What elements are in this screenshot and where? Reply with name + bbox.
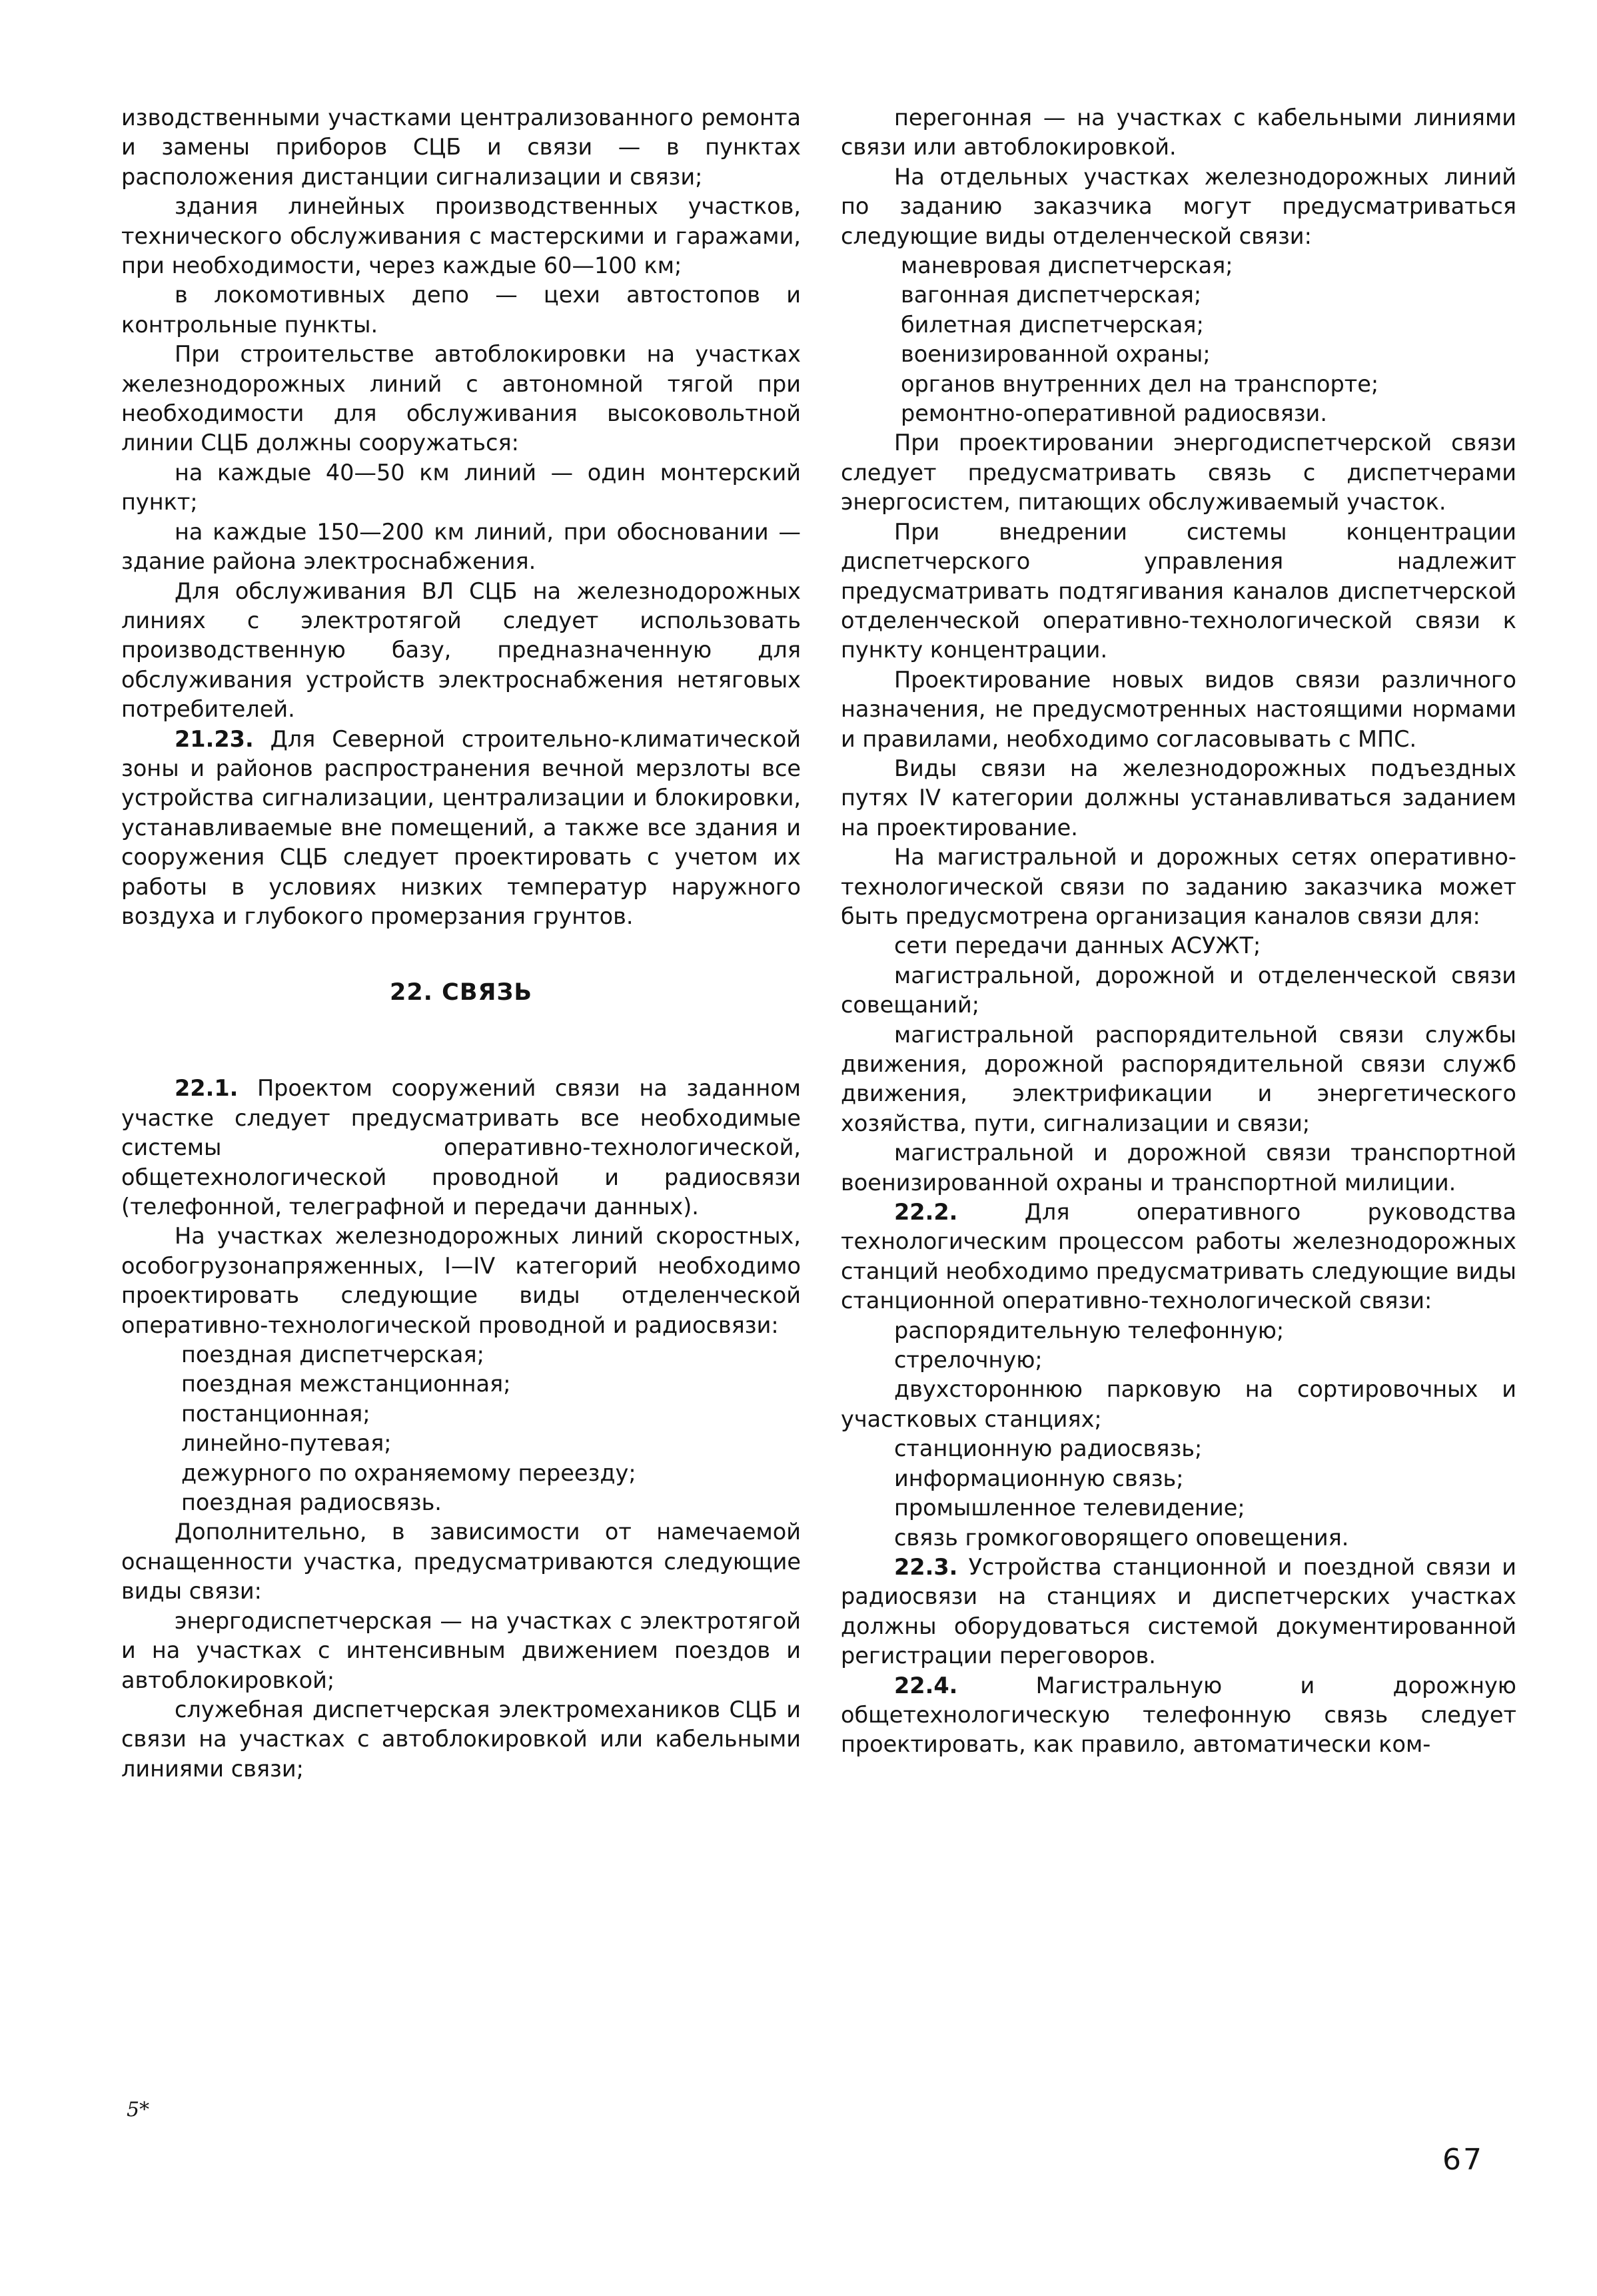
paragraph: Проектирование новых видов связи различного назначения, не предусмотренных настоящими нормами и правилами, необходимо согласовывать с МПС. bbox=[841, 666, 1516, 752]
section-title: 22. СВЯЗЬ bbox=[389, 979, 533, 1006]
list-item: постанционная; bbox=[181, 1400, 370, 1427]
clause-number: 22.3. bbox=[894, 1553, 958, 1580]
paragraph: Для обслуживания ВЛ СЦБ на железнодорожных линиях с электротягой следует использовать производственную базу, предназначенную для обслуживания устройств электроснабжения нетяговых потребителей. bbox=[121, 577, 801, 723]
right-column bbox=[841, 103, 1516, 1760]
clause-22-2 bbox=[841, 1198, 1516, 1316]
clause-21-23 bbox=[121, 725, 801, 932]
list-item: маневровая диспетчерская; bbox=[901, 252, 1233, 279]
clause-number: 22.1. bbox=[175, 1075, 239, 1102]
paragraph: на каждые 40—50 км линий — один монтерский пункт; bbox=[121, 459, 801, 516]
list-item: поездная радиосвязь. bbox=[181, 1489, 442, 1516]
paragraph: При проектировании энергодиспетчерской связи следует предусматривать связь с диспетчерами энергосистем, питающих обслуживаемый участок. bbox=[841, 430, 1516, 516]
list-item: информационную связь; bbox=[894, 1465, 1184, 1491]
paragraph: При внедрении системы концентрации диспетчерского управления надлежит предусматривать подтягивания каналов диспетчерской отделенческой оперативно-технологической связи к пункту концентрации. bbox=[841, 518, 1516, 663]
paragraph: сети передачи данных АСУЖТ; bbox=[894, 933, 1261, 959]
paragraph: магистральной, дорожной и отделенческой связи совещаний; bbox=[841, 962, 1516, 1018]
clause-text: Проектом сооружений связи на заданном участке следует предусматривать все необходимые системы оперативно-технологической, общетехнологической проводной и радиосвязи (телефонной, телеграфной и передачи данных). bbox=[121, 1075, 801, 1220]
clause-number: 22.4. bbox=[894, 1672, 958, 1699]
list-item: ремонтно-оперативной радиосвязи. bbox=[901, 400, 1327, 427]
paragraph: энергодиспетчерская — на участках с электротягой и на участках с интенсивным движением поездов и автоблокировкой; bbox=[121, 1607, 801, 1693]
list-item: двухстороннюю парковую на сортировочных и участковых станциях; bbox=[841, 1376, 1516, 1432]
paragraph: На участках железнодорожных линий скоростных, особогрузонапряженных, I—IV категорий необходимо проектировать следующие виды отделенческой оперативно-технологической проводной и радиосвязи: bbox=[121, 1223, 801, 1338]
list-item: билетная диспетчерская; bbox=[901, 311, 1204, 338]
paragraph: перегонная — на участках с кабельными линиями связи или автоблокировкой. bbox=[841, 105, 1516, 161]
clause-text: Магистральную и дорожную общетехнологическую телефонную связь следует проектировать, как правило, автоматически ком- bbox=[841, 1672, 1516, 1758]
paragraph: служебная диспетчерская электромехаников СЦБ и связи на участках с автоблокировкой или кабельными линиями связи; bbox=[121, 1696, 801, 1782]
paragraph: на каждые 150—200 км линий, при обосновании — здание района электроснабжения. bbox=[121, 518, 801, 575]
clause-text: Устройства станционной и поездной связи и радиосвязи на станциях и диспетчерских участках должны оборудоваться системой документированной регистрации переговоров. bbox=[841, 1553, 1516, 1669]
clause-text: Для оперативного руководства технологическим процессом работы железнодорожных станций необходимо предусматривать следующие виды станционной оперативно-технологической связи: bbox=[841, 1199, 1516, 1314]
left-column bbox=[121, 103, 801, 1784]
list-item: органов внутренних дел на транспорте; bbox=[901, 370, 1379, 397]
clause-22-1 bbox=[121, 1074, 801, 1222]
paragraph: здания линейных производственных участков, технического обслуживания с мастерскими и гаражами, при необходимости, через каждые 60—100 км; bbox=[121, 193, 801, 279]
paragraph: Виды связи на железнодорожных подъездных путях IV категории должны устанавливаться заданием на проектирование. bbox=[841, 755, 1516, 841]
paragraph: магистральной распорядительной связи службы движения, дорожной распорядительной связи служб движения, электрификации и энергетического хозяйства, пути, сигнализации и связи; bbox=[841, 1021, 1516, 1136]
list-item: связь громкоговорящего оповещения. bbox=[894, 1524, 1349, 1551]
paragraph: При строительстве автоблокировки на участках железнодорожных линий с автономной тягой при необходимости для обслуживания высоковольтной линии СЦБ должны сооружаться: bbox=[121, 341, 801, 456]
list-item: вагонная диспетчерская; bbox=[901, 282, 1202, 308]
list-item: дежурного по охраняемому переезду; bbox=[181, 1459, 636, 1486]
paragraph: На отдельных участках железнодорожных линий по заданию заказчика могут предусматриваться следующие виды отделенческой связи: bbox=[841, 163, 1516, 249]
list-item: поездная диспетчерская; bbox=[181, 1341, 484, 1368]
list-item: станционную радиосвязь; bbox=[894, 1435, 1203, 1462]
list-item: поездная межстанционная; bbox=[181, 1371, 511, 1397]
paragraph: Дополнительно, в зависимости от намечаемой оснащенности участка, предусматриваются следующие виды связи: bbox=[121, 1519, 801, 1605]
clause-22-3 bbox=[841, 1553, 1516, 1671]
clause-text: Для Северной строительно-климатической зоны и районов распространения вечной мерзлоты все устройства сигнализации, централизации и блокировки, устанавливаемые вне помещений, а также все здания и сооружения СЦБ следует проектировать с учетом их работы в условиях низких температур наружного воздуха и глубокого промерзания грунтов. bbox=[121, 725, 801, 929]
list-item: линейно-путевая; bbox=[181, 1430, 392, 1457]
paragraph: изводственными участками централизованного ремонта и замены приборов СЦБ и связи — в пунктах расположения дистанции сигнализации и связи; bbox=[121, 105, 801, 190]
list-item: военизированной охраны; bbox=[901, 341, 1211, 368]
paragraph: магистральной и дорожной связи транспортной военизированной охраны и транспортной милиции. bbox=[841, 1140, 1516, 1196]
paragraph: На магистральной и дорожных сетях оперативно-технологической связи по заданию заказчика может быть предусмотрена организация каналов связи для: bbox=[841, 844, 1516, 929]
list-item: распорядительную телефонную; bbox=[894, 1317, 1285, 1343]
clause-22-4 bbox=[841, 1671, 1516, 1760]
list-item: стрелочную; bbox=[894, 1347, 1043, 1373]
clause-number: 22.2. bbox=[894, 1199, 958, 1226]
page-number: 67 bbox=[1442, 2143, 1484, 2177]
list-item: промышленное телевидение; bbox=[894, 1495, 1245, 1521]
paragraph: в локомотивных депо — цехи автостопов и контрольные пункты. bbox=[121, 282, 801, 338]
clause-number: 21.23. bbox=[175, 725, 254, 752]
printer-signature-mark: 5* bbox=[127, 2098, 150, 2121]
